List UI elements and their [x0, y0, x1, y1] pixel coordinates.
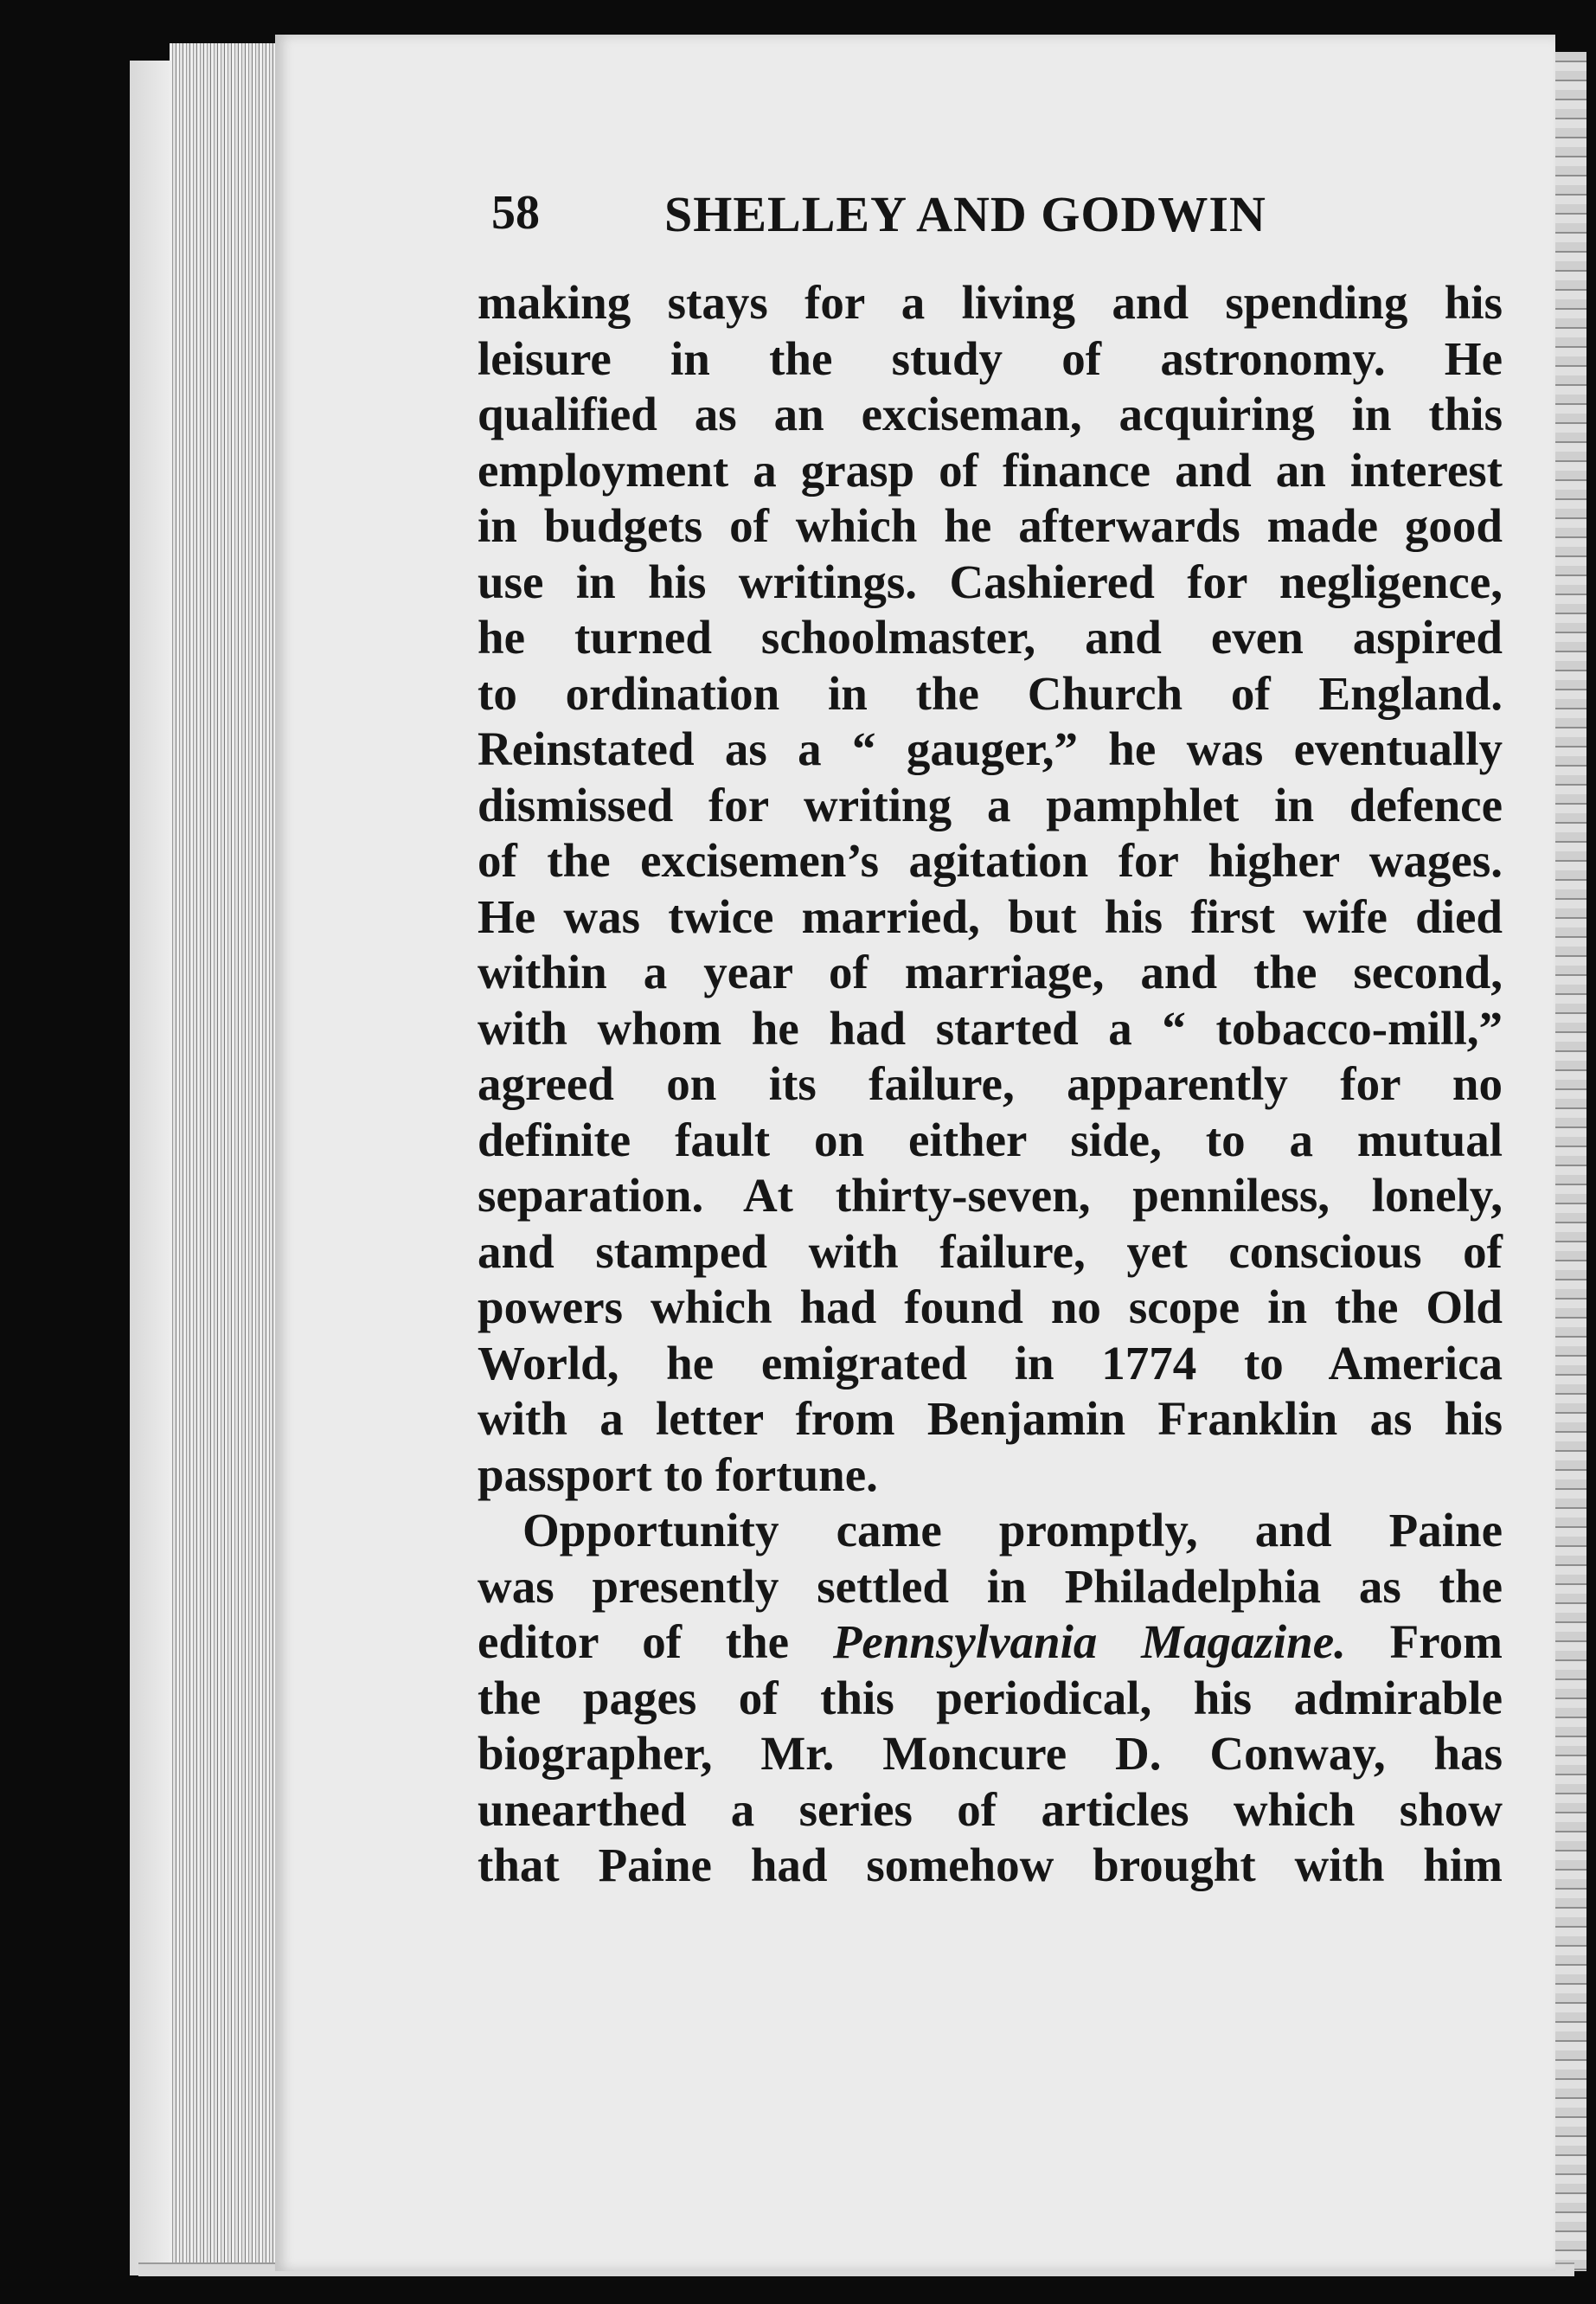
text-line: employment a grasp of finance and an interest [478, 443, 1503, 497]
text-line: unearthed a series of articles which show [478, 1782, 1503, 1836]
text-line: Reinstated as a “ gauger,” he was eventually [478, 722, 1503, 775]
running-title: SHELLEY AND GODWIN [664, 186, 1266, 242]
text-line: within a year of marriage, and the second, [478, 946, 1503, 998]
text-line: he turned schoolmaster, and even aspired [478, 611, 1503, 664]
text-line: and stamped with failure, yet conscious of [478, 1224, 1503, 1278]
text-line: He was twice married, but his first wife died [478, 889, 1503, 943]
stacked-page-edges [170, 43, 278, 2275]
text-line: agreed on its failure, apparently for no [478, 1057, 1503, 1110]
text-line: definite fault on either side, to a mutual [478, 1113, 1503, 1166]
text-line: with a letter from Benjamin Franklin as his [478, 1392, 1503, 1445]
text-line: the pages of this periodical, his admirable [478, 1671, 1503, 1724]
magazine-title-italic: Pennsylvania Magazine. [832, 1615, 1346, 1668]
text-line: to ordination in the Church of England. [478, 666, 1503, 720]
text-line: passport to fortune. [478, 1447, 878, 1501]
text-line: in budgets of which he afterwards made good [478, 499, 1503, 552]
text-line: dismissed for writing a pamphlet in defence [478, 778, 1503, 831]
page-number: 58 [491, 186, 540, 240]
text-run: From [1345, 1615, 1503, 1668]
text-line: World, he emigrated in 1774 to America [478, 1336, 1503, 1389]
text-line: that Paine had somehow brought with him [478, 1839, 1503, 1891]
text-line: was presently settled in Philadelphia as the [478, 1559, 1503, 1613]
text-line: biographer, Mr. Moncure D. Conway, has [478, 1727, 1503, 1780]
text-line: separation. At thirty-seven, penniless, lonely, [478, 1169, 1503, 1222]
text-line: powers which had found no scope in the Old [478, 1280, 1503, 1333]
text-line: of the excisemen’s agitation for higher wages. [478, 834, 1503, 887]
text-line: with whom he had started a “ tobacco-mill,” [478, 1001, 1503, 1055]
text-run: editor of the [478, 1615, 833, 1668]
right-fore-edge [1555, 52, 1586, 2271]
page-header [491, 185, 1356, 246]
text-line: making stays for a living and spending his [478, 276, 1503, 329]
body-text [478, 275, 1503, 1894]
text-line: qualified as an exciseman, acquiring in this [478, 388, 1503, 440]
text-line: leisure in the study of astronomy. He [478, 331, 1503, 385]
text-line: Opportunity came promptly, and Paine [522, 1504, 1503, 1556]
text-line [478, 1614, 1503, 1671]
text-line: use in his writings. Cashiered for negligence, [478, 555, 1503, 608]
